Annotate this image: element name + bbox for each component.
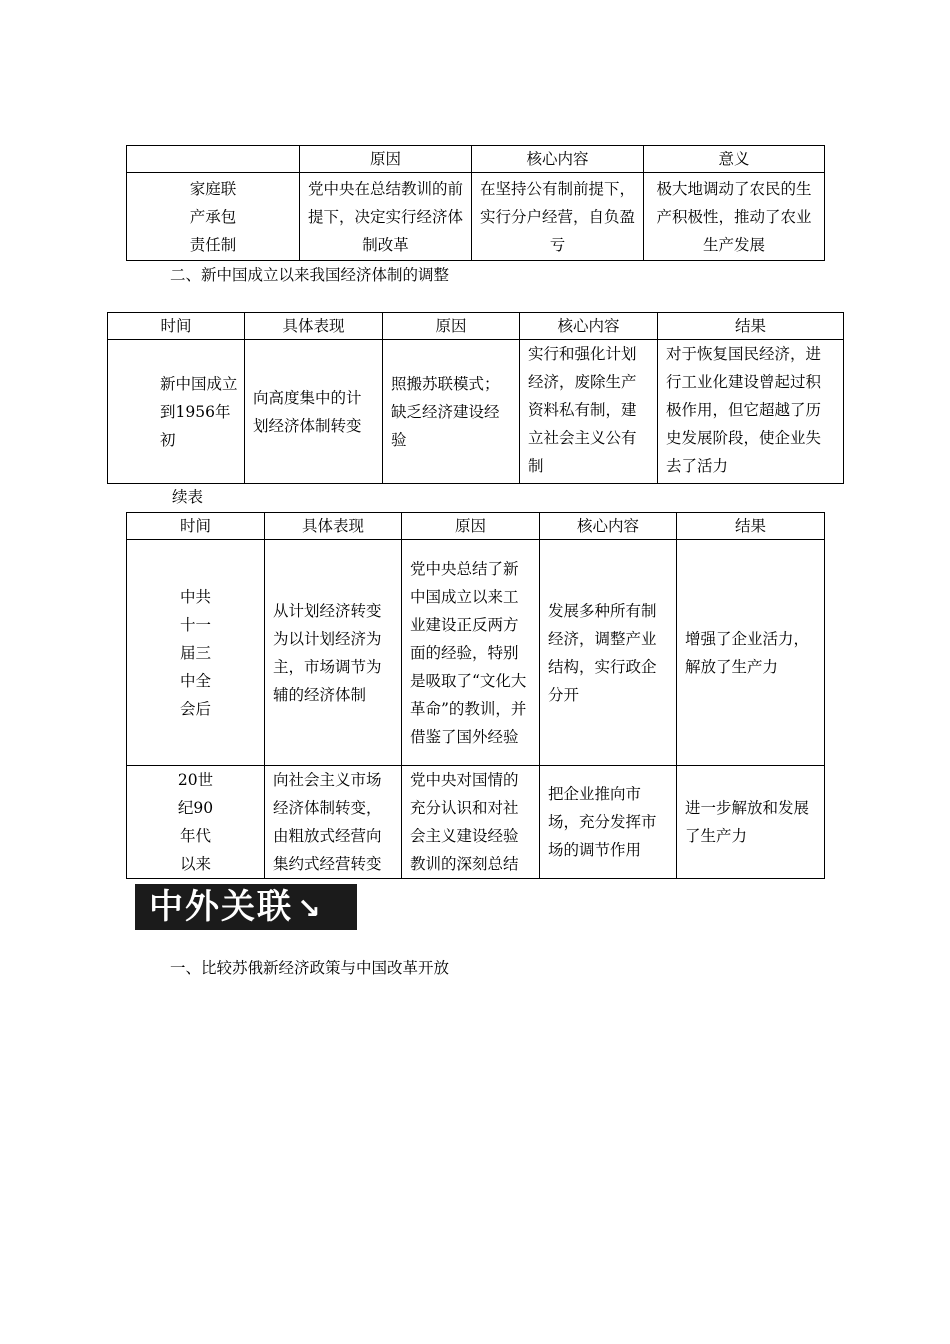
table-cell: 照搬苏联模式；缺乏经济建设经验	[383, 340, 520, 484]
arrow-down-right-icon: ↘	[297, 892, 323, 925]
table-cell: 家庭联产承包责任制	[127, 173, 300, 261]
section-heading-comparison: 一、比较苏俄新经济政策与中国改革开放	[170, 959, 450, 977]
table-header-cell: 结果	[677, 513, 825, 540]
table-header-cell: 原因	[300, 146, 472, 173]
table-cell: 实行和强化计划经济，废除生产资料私有制，建立社会主义公有制	[520, 340, 658, 484]
table-cell: 新中国成立到1956年初	[108, 340, 245, 484]
table-row	[127, 540, 825, 766]
table-header-cell: 具体表现	[245, 313, 383, 340]
section-banner	[135, 884, 357, 930]
table-cell: 党中央总结了新中国成立以来工业建设正反两方面的经验，特别是吸取了“文化大革命”的教训，并借鉴了国外经验	[402, 540, 540, 766]
table-header-cell: 原因	[383, 313, 520, 340]
table-header-cell: 结果	[658, 313, 844, 340]
banner-title: 中外关联	[149, 887, 293, 927]
table-cell: 增强了企业活力，解放了生产力	[677, 540, 825, 766]
table-economic-system-2	[126, 512, 825, 879]
table-header-cell: 时间	[127, 513, 265, 540]
table-cell: 对于恢复国民经济，进行工业化建设曾起过积极作用，但它超越了历史发展阶段，使企业失去了活力	[658, 340, 844, 484]
table-header-cell: 具体表现	[265, 513, 402, 540]
table-header-cell: 时间	[108, 313, 245, 340]
table-row	[127, 766, 825, 879]
table-cell: 发展多种所有制经济，调整产业结构，实行政企分开	[540, 540, 677, 766]
table-header-row	[127, 513, 825, 540]
table-household-contract	[126, 145, 825, 261]
table-header-cell: 原因	[402, 513, 540, 540]
table-cell: 极大地调动了农民的生产积极性，推动了农业生产发展	[644, 173, 825, 261]
table-header-cell: 核心内容	[540, 513, 677, 540]
table-cell: 向社会主义市场经济体制转变，由粗放式经营向集约式经营转变	[265, 766, 402, 879]
table-cell: 把企业推向市场，充分发挥市场的调节作用	[540, 766, 677, 879]
table-row	[127, 173, 825, 261]
table-header-row	[108, 313, 844, 340]
section-heading-economic-adjustment: 二、新中国成立以来我国经济体制的调整	[170, 266, 450, 284]
table-header-cell: 意义	[644, 146, 825, 173]
table-cell: 中共十一届三中全会后	[127, 540, 265, 766]
table-cell: 在坚持公有制前提下，实行分户经营，自负盈亏	[472, 173, 644, 261]
continued-table-label: 续表	[172, 488, 204, 506]
table-cell: 从计划经济转变为以计划经济为主，市场调节为辅的经济体制	[265, 540, 402, 766]
table-cell: 党中央对国情的充分认识和对社会主义建设经验教训的深刻总结	[402, 766, 540, 879]
table-header-cell	[127, 146, 300, 173]
table-header-cell: 核心内容	[520, 313, 658, 340]
table-economic-system-1	[107, 312, 844, 484]
table-header-cell: 核心内容	[472, 146, 644, 173]
table-cell: 20世纪90年代以来	[127, 766, 265, 879]
table-row	[108, 340, 844, 484]
table-cell: 进一步解放和发展了生产力	[677, 766, 825, 879]
table-cell: 党中央在总结教训的前提下，决定实行经济体制改革	[300, 173, 472, 261]
table-header-row	[127, 146, 825, 173]
table-cell: 向高度集中的计划经济体制转变	[245, 340, 383, 484]
